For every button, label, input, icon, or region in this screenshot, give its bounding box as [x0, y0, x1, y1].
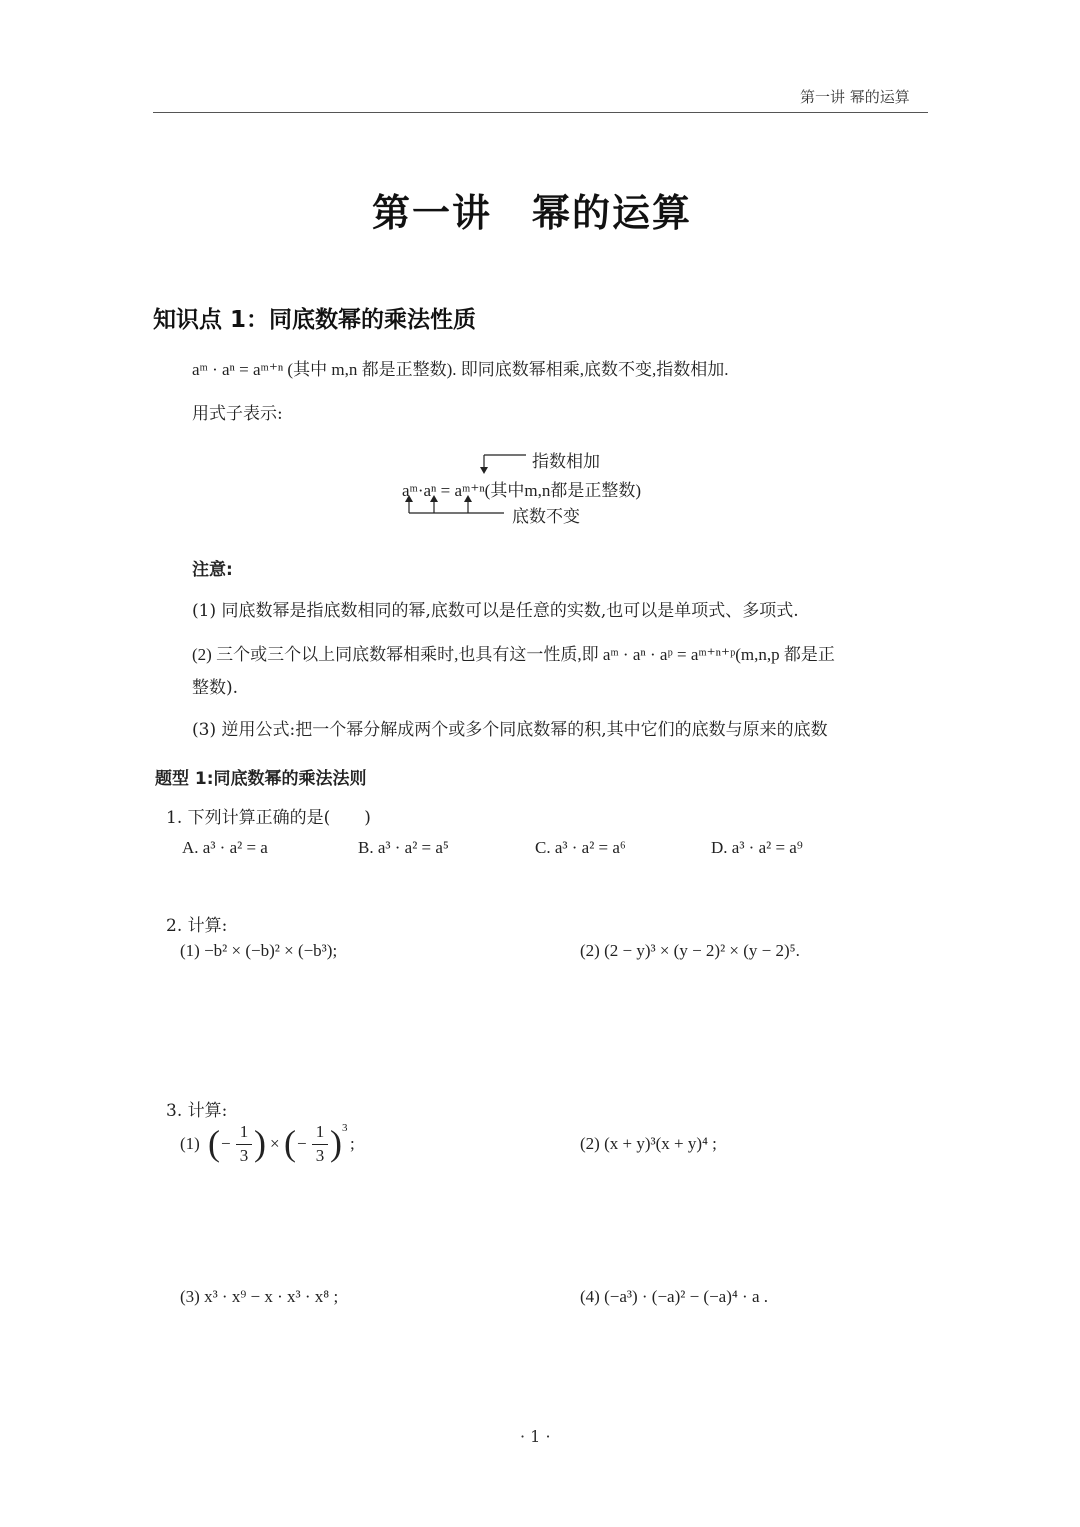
part-1-prefix: (1): [180, 1134, 200, 1153]
question-3-stem: 3. 计算:: [166, 1101, 228, 1121]
question-2-stem: 2. 计算:: [166, 916, 228, 936]
minus-sign: −: [297, 1134, 307, 1153]
fraction-2-bar: [312, 1144, 328, 1145]
section-heading: 题型 1:同底数幂的乘法法则: [155, 769, 367, 789]
question-3-part-4: (4) (−a³) · (−a)² − (−a)⁴ · a .: [580, 1287, 769, 1306]
semicolon: ;: [350, 1134, 355, 1153]
header-rule: [153, 112, 928, 113]
fraction-1-bar: [236, 1144, 252, 1145]
knowledge-point-heading: 知识点 1：同底数幂的乘法性质: [153, 307, 477, 333]
times-sign: ×: [270, 1134, 280, 1153]
diagram-label-base: 底数不变: [512, 507, 580, 527]
question-3-part-2: (2) (x + y)³(x + y)⁴ ;: [580, 1134, 717, 1153]
question-3-part-3: (3) x³ · x⁹ − x · x³ · x⁸ ;: [180, 1287, 339, 1306]
diagram-formula: aᵐ·aⁿ = aᵐ⁺ⁿ(其中m,n都是正整数): [402, 481, 641, 500]
question-1-option-c: C. a³ · a² = a⁶: [535, 838, 626, 857]
rule-statement: aᵐ · aⁿ = aᵐ⁺ⁿ (其中 m,n 都是正整数). 即同底数幂相乘,底数不变,指数相加.: [192, 360, 729, 379]
note-item-2: (2) 三个或三个以上同底数幂相乘时,也具有这一性质,即 aᵐ · aⁿ · aᵖ = aᵐ⁺ⁿ⁺ᵖ(m,n,p 都是正: [192, 645, 835, 664]
exponent: 3: [342, 1122, 348, 1134]
right-paren: ): [254, 1123, 266, 1163]
fraction-1-den: 3: [239, 1146, 249, 1165]
question-1-stem: 1. 下列计算正确的是( ): [166, 808, 371, 828]
right-paren: ): [330, 1123, 342, 1163]
page-number: · 1 ·: [520, 1427, 551, 1446]
rule-intro: 用式子表示:: [192, 404, 283, 424]
question-1-option-d: D. a³ · a² = a⁹: [711, 838, 803, 857]
left-paren: (: [208, 1123, 220, 1163]
note-item-3: (3) 逆用公式:把一个幂分解成两个或多个同底数幂的积,其中它们的底数与原来的底数: [192, 720, 828, 740]
running-header: 第一讲 幂的运算: [800, 88, 910, 106]
diagram-label-exponent: 指数相加: [532, 452, 600, 472]
note-item-1: (1) 同底数幂是指底数相同的幂,底数可以是任意的实数,也可以是单项式、多项式.: [192, 601, 799, 621]
notes-heading: 注意:: [192, 560, 233, 580]
question-1-option-a: A. a³ · a² = a: [182, 838, 268, 857]
minus-sign: −: [221, 1134, 231, 1153]
fraction-1-num: 1: [239, 1122, 249, 1141]
question-2-part-1: (1) −b² × (−b)² × (−b³);: [180, 941, 338, 960]
fraction-2-den: 3: [315, 1146, 325, 1165]
question-1-option-b: B. a³ · a² = a⁵: [358, 838, 449, 857]
page-title: 第一讲 幂的运算: [372, 191, 693, 235]
note-item-2-continued: 整数).: [192, 678, 239, 698]
question-2-part-2: (2) (2 − y)³ × (y − 2)² × (y − 2)⁵.: [580, 941, 800, 960]
fraction-2-num: 1: [315, 1122, 325, 1141]
left-paren: (: [284, 1123, 296, 1163]
